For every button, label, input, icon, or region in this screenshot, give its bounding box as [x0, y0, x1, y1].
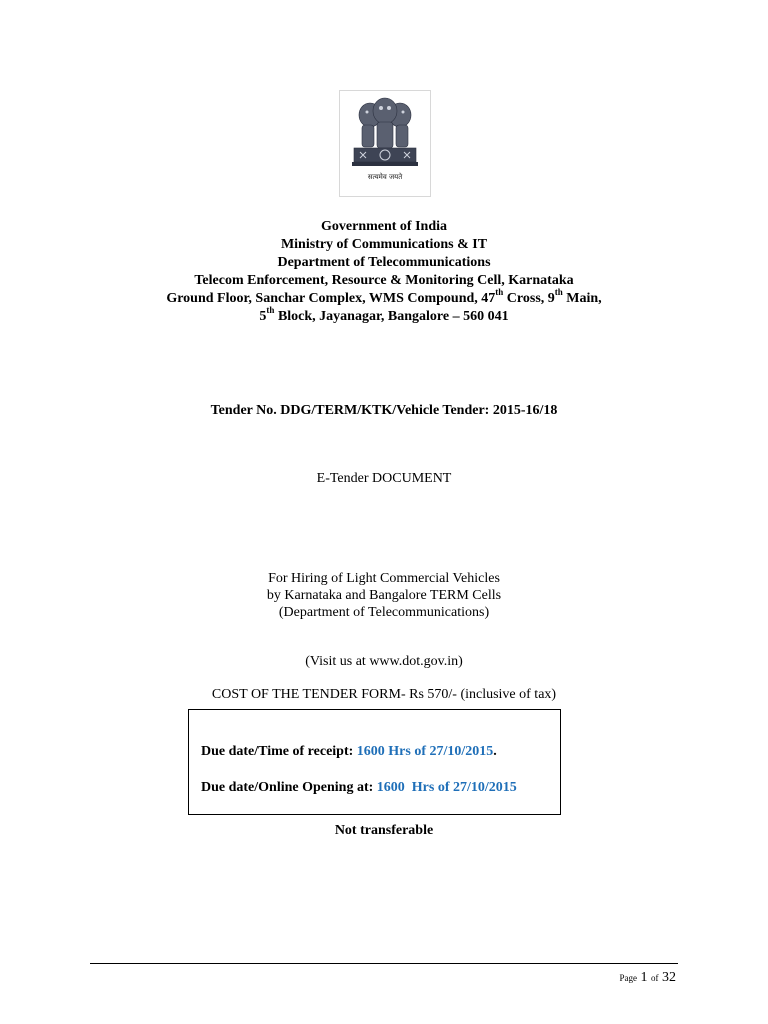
header-ministry: Ministry of Communications & IT: [280, 237, 488, 252]
due-date-box: [188, 709, 561, 815]
tender-cost: COST OF THE TENDER FORM- Rs 570/- (inclusive of tax): [211, 687, 557, 702]
tender-number: Tender No. DDG/TERM/KTK/Vehicle Tender: 2015-16/18: [210, 403, 558, 418]
header-address-line1: Ground Floor, Sanchar Complex, WMS Compound, 47th Cross, 9th Main,: [166, 287, 602, 306]
header-department: Department of Telecommunications: [277, 255, 491, 270]
purpose-line-2: by Karnataka and Bangalore TERM Cells: [266, 588, 502, 603]
purpose-line-3: (Department of Telecommunications): [278, 605, 490, 620]
footer-rule: [90, 963, 678, 964]
header-address-line2: 5th Block, Jayanagar, Bangalore – 560 041: [259, 305, 509, 324]
visit-website: (Visit us at www.dot.gov.in): [305, 654, 463, 669]
purpose-line-1: For Hiring of Light Commercial Vehicles: [268, 571, 500, 586]
document-title: E-Tender DOCUMENT: [316, 471, 452, 486]
opening-due-line: [201, 780, 517, 796]
receipt-datetime: 1600 Hrs of 27/10/2015: [356, 744, 494, 759]
header-government: Government of India: [321, 219, 447, 234]
receipt-label: Due date/Time of receipt:: [201, 744, 357, 759]
page-number: Page 1 of 32: [619, 970, 676, 985]
opening-label: Due date/Online Opening at:: [201, 780, 377, 795]
header-cell: Telecom Enforcement, Resource & Monitoring Cell, Karnataka: [194, 273, 574, 288]
national-emblem-logo: [339, 90, 431, 197]
emblem-motto: सत्यमेव जयते: [367, 173, 403, 181]
receipt-due-line: Due date/Time of receipt: 1600 Hrs of 27/10/2015.: [201, 744, 497, 759]
opening-datetime: 1600 Hrs of 27/10/2015: [376, 780, 517, 795]
office-address-header: [0, 218, 768, 326]
not-transferable-note: Not transferable: [334, 823, 434, 838]
